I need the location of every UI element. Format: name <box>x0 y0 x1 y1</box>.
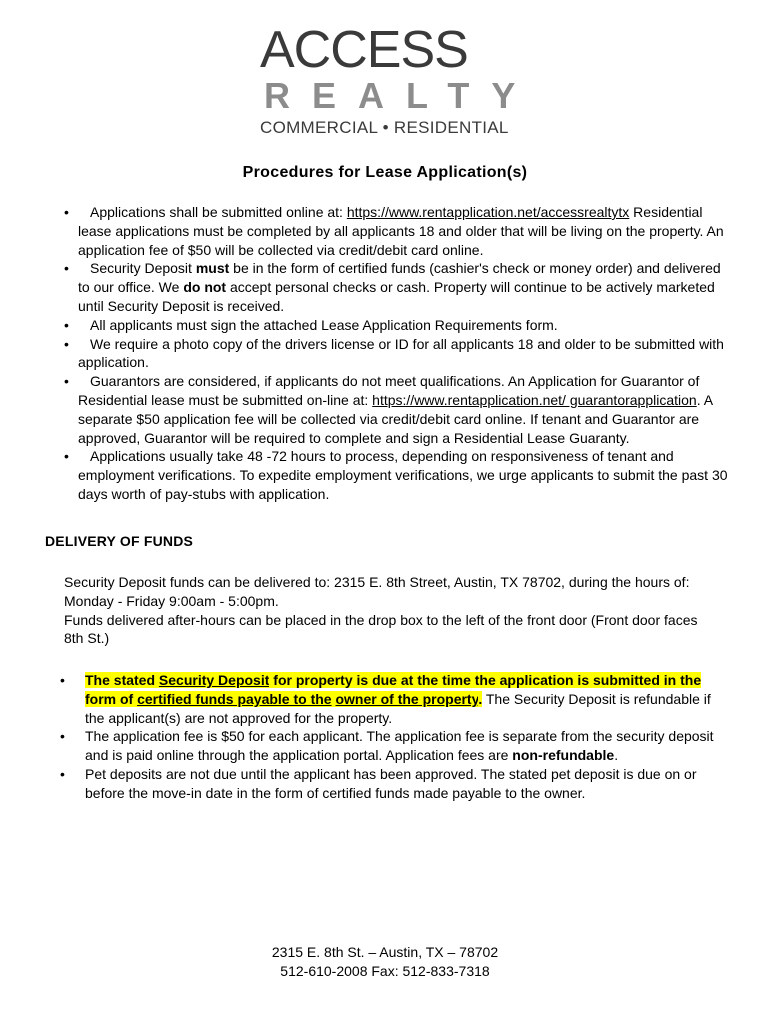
bullet-icon: • <box>60 672 65 688</box>
list-item <box>60 765 720 803</box>
highlighted-underlined-text: certified funds payable to the <box>137 690 332 707</box>
item-text: We require a photo copy of the drivers license or ID for all applicants 18 and older to be submitted with application. <box>78 335 724 371</box>
list-item <box>64 447 734 503</box>
highlighted-text: . <box>478 690 483 707</box>
list-item <box>64 316 734 335</box>
procedures-list <box>64 203 734 504</box>
logo-access-text: ACCESS <box>260 21 468 79</box>
bullet-icon: • <box>60 765 65 782</box>
bullet-icon: • <box>60 728 65 745</box>
list-item <box>60 671 720 727</box>
footer-phone: 512-610-2008 Fax: 512-833-7318 <box>280 962 490 979</box>
delivery-paragraph: Funds delivered after-hours can be placed in the drop box to the left of the front door (Front door faces 8th St.) <box>64 611 698 647</box>
list-item <box>64 259 734 315</box>
list-item <box>64 203 734 259</box>
list-item <box>64 335 734 373</box>
item-text: The Security Deposit is refundable if the applicant(s) are not approved for the property. <box>85 690 711 726</box>
bullet-icon: • <box>64 373 69 390</box>
bullet-icon: • <box>64 204 69 220</box>
item-text: . <box>614 747 619 764</box>
page-title: Procedures for Lease Application(s) <box>242 164 528 181</box>
item-text: Residential lease applications must be completed by all applicants 18 and older that will be living on the property. An application fee of $50 will be collected via credit/debit card online. <box>78 204 724 258</box>
item-text: Guarantors are considered, if applicants do not meet qualifications. An Application for Guarantor of Residential lease must be submitted on-line at: <box>78 373 700 408</box>
delivery-body <box>64 573 704 648</box>
guarantor-application-link[interactable]: https://www.rentapplication.net/ guarantorapplication <box>372 391 697 408</box>
emphasis-text: non-refundable <box>512 747 615 764</box>
logo-subtitle: COMMERCIAL • RESIDENTIAL <box>260 118 509 137</box>
bullet-icon: • <box>64 260 69 277</box>
emphasis-text: must <box>195 260 230 277</box>
item-text: All applicants must sign the attached Lease Application Requirements form. <box>90 316 558 333</box>
bullet-icon: • <box>64 335 69 352</box>
page-footer <box>0 943 770 981</box>
item-text: Security Deposit <box>90 260 196 277</box>
item-text: Pet deposits are not due until the applicant has been approved. The stated pet deposit is due on or before the move-in date in the form of certified funds made payable to the owner. <box>85 765 697 801</box>
item-text: The application fee is $50 for each applicant. The application fee is separate from the security deposit and is paid online through the application portal. Application fees are <box>85 728 714 764</box>
list-item <box>64 372 734 447</box>
list-item <box>60 727 720 765</box>
company-logo <box>258 21 538 138</box>
item-text: Applications shall be submitted online at: <box>90 204 347 220</box>
bullet-icon: • <box>64 448 69 465</box>
item-text: . A separate $50 application fee will be collected via credit/debit card online. If tenant and Guarantor are approved, Guarantor will be required to complete and sign a Residential Lease Guaranty. <box>78 391 713 446</box>
highlighted-underlined-text: owner of the property <box>335 690 479 707</box>
delivery-heading: DELIVERY OF FUNDS <box>45 533 194 549</box>
item-text: be in the form of certified funds (cashier's check or money order) and delivered to our office. We <box>78 260 721 296</box>
delivery-paragraph: Security Deposit funds can be delivered to: 2315 E. 8th Street, Austin, TX 78702, during the hours of: Monday - Friday 9:00am - 5:00pm. <box>64 574 690 609</box>
highlighted-text: for property is due at the time the application is submitted in the form of <box>85 672 702 707</box>
footer-address: 2315 E. 8th St. – Austin, TX – 78702 <box>271 944 499 960</box>
notes-list <box>60 671 720 803</box>
logo-realty-text: REALTY <box>264 75 538 116</box>
rent-application-link[interactable]: https://www.rentapplication.net/accessrealtytx <box>346 204 630 220</box>
item-text: Applications usually take 48 -72 hours to process, depending on responsiveness of tenant and employment verifications. To expedite employment verifications, we urge applicants to submit the past 30 days worth of pay-stubs with application. <box>78 448 728 502</box>
highlighted-text: The stated <box>85 672 159 688</box>
bullet-icon: • <box>64 316 69 333</box>
item-text: accept personal checks or cash. Property will continue to be actively marketed until Security Deposit is received. <box>78 279 715 314</box>
emphasis-text: do not <box>183 279 227 296</box>
highlighted-underlined-text: Security Deposit <box>158 672 270 688</box>
